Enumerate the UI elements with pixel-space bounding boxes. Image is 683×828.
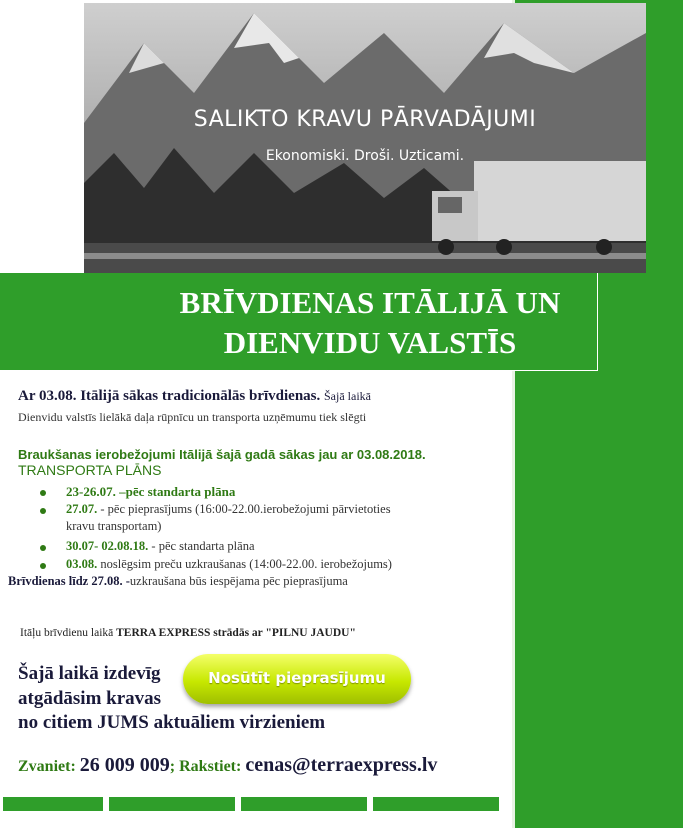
plan-date: 30.07- 02.08.18. xyxy=(66,539,149,553)
plan-item-1 xyxy=(66,484,235,500)
terra-line xyxy=(20,627,356,639)
intro-line-2: Dienvidu valstīs lielākā daļa rūpnīcu un transporta uzņēmumu tiek slēgti xyxy=(18,410,367,424)
footer-bar xyxy=(3,797,103,811)
plan-title: TRANSPORTA PLĀNS xyxy=(18,462,162,478)
restrictions-text: Braukšanas ierobežojumi Itālijā šajā gadā sākas jau ar 03.08.2018. xyxy=(18,447,426,462)
holiday-until xyxy=(8,574,348,589)
footer-bar xyxy=(109,797,235,811)
headline-line-2: DIENVIDU VALSTĪS xyxy=(223,325,517,360)
bullet-icon xyxy=(40,545,46,551)
plan-item-3 xyxy=(66,539,255,554)
intro-line-1 xyxy=(18,388,371,405)
contact-line xyxy=(18,754,437,777)
mountain-landscape-icon xyxy=(84,3,646,273)
bullet-icon xyxy=(40,563,46,569)
offer-line-1: Šajā laikā izdevīg xyxy=(18,663,161,684)
plan-date: 23-26.07. xyxy=(66,484,116,499)
headline-line-1: BRĪVDIENAS ITĀLIJĀ UN xyxy=(179,285,561,320)
hero-image xyxy=(84,3,646,273)
phone-link[interactable]: 26 009 009 xyxy=(79,754,170,776)
hero-title: SALIKTO KRAVU PĀRVADĀJUMI xyxy=(193,107,537,132)
hero-subtitle: Ekonomiski. Droši. Uzticami. xyxy=(265,148,465,164)
plan-item-2 xyxy=(66,502,391,517)
headline xyxy=(150,283,590,363)
call-label: Zvaniet: xyxy=(18,758,80,775)
plan-text: - pēc pieprasījums (16:00-22.00.ierobežojumi pārvietoties xyxy=(97,502,391,516)
plan-text: - pēc standarta plāna xyxy=(148,539,255,553)
write-label: ; Rakstiet: xyxy=(169,758,246,775)
plan-item-2-cont: kravu transportam) xyxy=(66,519,162,533)
intro-bold: Ar 03.08. Itālijā sākas tradicionālās brīvdienas. xyxy=(18,388,321,404)
holiday-rest: uzkraušana būs iespējama pēc pieprasījuma xyxy=(129,574,348,588)
plan-date: 03.08. xyxy=(66,557,98,571)
bullet-icon xyxy=(40,508,46,514)
intro-rest: Šajā laikā xyxy=(324,389,371,403)
send-request-button[interactable]: Nosūtīt pieprasījumu xyxy=(183,654,411,704)
terra-pre: Itāļu brīvdienu laikā xyxy=(20,627,117,639)
terra-bold: TERRA EXPRESS strādās ar "PILNU JAUDU" xyxy=(116,627,356,639)
headline-banner xyxy=(0,273,598,371)
bullet-icon xyxy=(40,490,46,496)
offer-line-2: atgādāsim kravas xyxy=(18,688,162,709)
plan-date: 27.07. xyxy=(66,502,98,516)
plan-item-4 xyxy=(66,557,392,572)
offer-line-3: no citiem JUMS aktuāliem virzieniem xyxy=(18,712,326,733)
holiday-bold: Brīvdienas līdz 27.08. - xyxy=(8,574,130,588)
footer-bar xyxy=(373,797,499,811)
footer-bar xyxy=(241,797,367,811)
plan-text: noslēgsim preču uzkraušanas (14:00-22.00. ierobežojums) xyxy=(97,557,392,571)
plan-text: –pēc standarta plāna xyxy=(115,484,236,499)
email-link[interactable]: cenas@terraexpress.lv xyxy=(245,754,438,776)
